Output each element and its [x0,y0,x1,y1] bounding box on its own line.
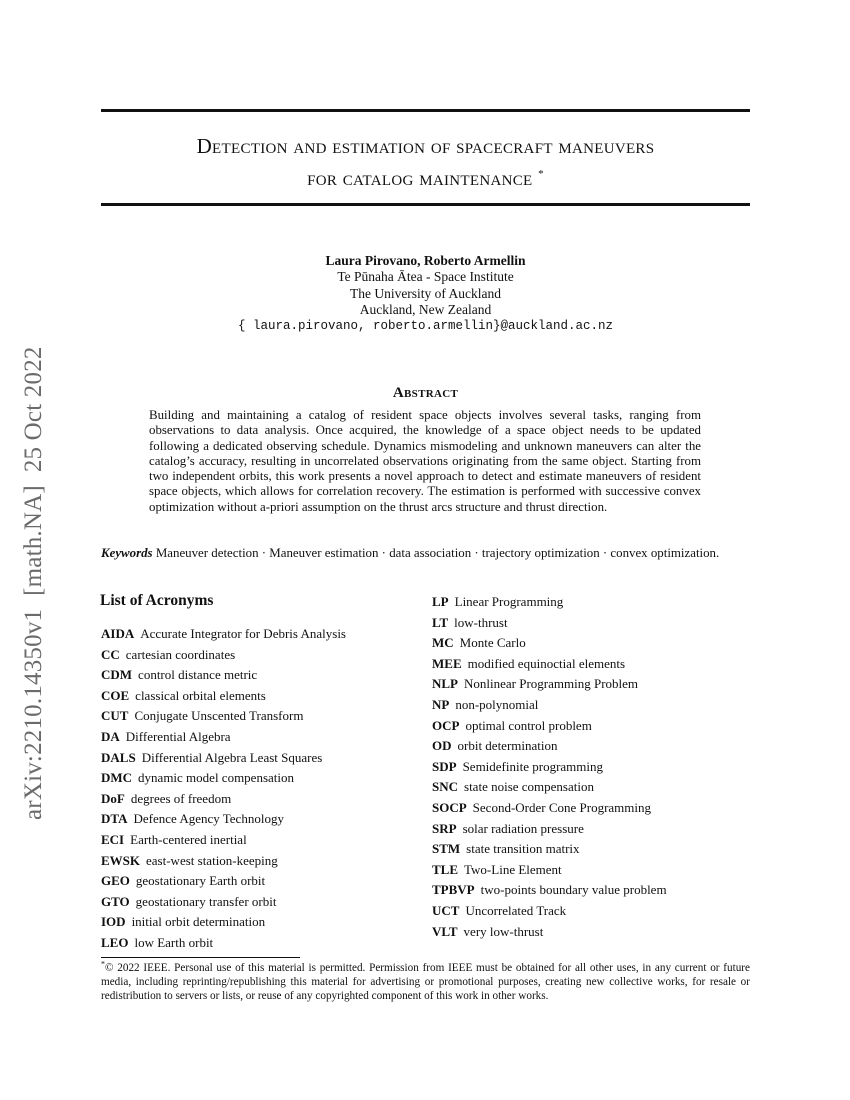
acronym-abbr: AIDA [101,626,135,641]
acronym-definition: low Earth orbit [134,934,214,950]
acronym-item [432,716,752,737]
acronym-abbr: LT [432,614,449,630]
acronym-definition: degrees of freedom [130,790,232,806]
footnote-mark: * [101,959,105,969]
acronym-definition: state transition matrix [466,841,580,857]
acronym-abbr: DTA [101,811,128,827]
abstract-text: Building and maintaining a catalog of resident space objects involves several tasks, ranging from observations to data analysis. Once acquired, the knowledge of a space object needs to be updated following a dedicated observing schedule. Dynamics mismodeling and unknown maneuvers can alter the catalog’s accuracy, resulting in uncorrelated observations originating from the same object. Starting from two independent orbits, this work presents a novel approach to detect and estimate maneuvers of resident space objects, which allows for correlation recovery. The estimation is performed with successive convex optimization without a-priori assumption on the thrust arcs structure and thrust direction. [149,408,701,514]
acronym-item [101,830,411,851]
acronym-item [101,851,411,872]
acronym-abbr: VLT [432,923,458,939]
author-institute: Te Pūnaha Ātea - Space Institute [337,269,514,285]
acronym-definition: initial orbit determination [131,914,266,930]
acronym-abbr: NP [432,696,450,712]
acronym-definition: Two-Line Element [464,861,562,877]
acronym-abbr: EWSK [101,852,141,868]
author-email[interactable]: { laura.pirovano, roberto.armellin}@auckland.ac.nz [237,319,614,334]
acronym-item [432,819,752,840]
acronym-definition: optimal control problem [465,717,592,733]
acronym-abbr: CUT [101,708,129,724]
keywords-text: Maneuver detection · Maneuver estimation · data association · trajectory optimization · convex optimization. [155,546,720,560]
acronym-definition: Second-Order Cone Programming [472,799,652,815]
acronym-item [432,633,752,654]
acronym-definition: Differential Algebra Least Squares [141,749,323,765]
title-line-1: Detection and estimation of spacecraft maneuvers [196,134,655,158]
acronym-item [432,592,752,613]
acronym-item [101,871,411,892]
title-line-2-text: for catalog maintenance [307,166,533,190]
acronym-abbr: SNC [432,779,459,795]
acronym-item [101,727,411,748]
acronym-item [432,901,752,922]
acronym-definition: orbit determination [457,738,558,754]
acronym-definition: east-west station-keeping [146,852,278,868]
acronym-item [432,922,752,943]
acronym-abbr: UCT [432,902,460,918]
title-rule-top [101,109,750,112]
footnote-text: © 2022 IEEE. Personal use of this material is permitted. Permission from IEEE must be obtained for all other uses, in any current or future media, including reprinting/republishing this material for advertising or promotional purposes, creating new collective works, for resale or redistribution to servers or lists, or reuse of any copyrighted component of this work in other works. [101,962,750,1003]
acronym-abbr: MC [432,635,454,651]
acronym-definition: two-points boundary value problem [480,882,667,898]
acronym-item [432,736,752,757]
acronym-abbr: DoF [101,790,125,806]
acronym-item [432,757,752,778]
acronym-item [432,613,752,634]
acronym-item [432,674,752,695]
acronym-abbr: COE [101,687,130,703]
acronym-definition: Defence Agency Technology [133,811,284,827]
acronym-item [101,912,411,933]
acronym-definition: Conjugate Unscented Transform [134,708,304,724]
acronym-abbr: DMC [101,770,133,786]
footnote-rule [101,957,300,958]
acronym-item [432,798,752,819]
acronym-abbr: STM [432,841,461,857]
acronym-definition: Linear Programming [454,594,564,609]
acronym-item [432,654,752,675]
acronym-item [101,748,411,769]
acronym-definition: non-polynomial [455,696,539,712]
acronym-list-left [101,624,411,954]
acronym-definition: low-thrust [454,614,508,630]
acronym-abbr: LEO [101,934,129,950]
acronym-item [432,880,752,901]
acronym-definition: Semidefinite programming [462,758,604,774]
acronym-abbr: OCP [432,717,460,733]
acronym-abbr: DA [101,728,120,744]
acronym-definition: Earth-centered inertial [130,831,247,847]
acronym-item [432,839,752,860]
acronym-definition: Uncorrelated Track [465,902,567,918]
acronym-abbr: CC [101,646,120,662]
acronym-definition: very low-thrust [463,923,544,939]
acronym-abbr: SRP [432,820,457,836]
acronym-item [101,809,411,830]
acronym-definition: Differential Algebra [125,728,231,744]
arxiv-identifier: arXiv:2210.14350v1 [math.NA] 25 Oct 2022 [20,346,47,820]
title-line-2 [101,160,750,192]
acronym-abbr: GTO [101,893,130,909]
acronym-abbr: SOCP [432,799,467,815]
acronyms-heading: List of Acronyms [100,592,214,609]
acronym-abbr: OD [432,738,452,754]
acronym-item [101,706,411,727]
acronym-item [101,768,411,789]
acronym-item [101,933,411,954]
title-rule-bottom [101,203,750,206]
acronym-item [101,624,411,645]
author-location: Auckland, New Zealand [359,301,492,317]
acronym-abbr: IOD [101,914,126,930]
acronym-definition: classical orbital elements [135,687,266,703]
acronym-definition: geostationary transfer orbit [135,893,277,909]
acronym-item [432,777,752,798]
acronym-definition: solar radiation pressure [462,820,584,836]
acronym-definition: control distance metric [138,667,258,683]
acronym-definition: Nonlinear Programming Problem [464,676,639,692]
acronym-definition: state noise compensation [464,779,594,795]
acronym-item [101,789,411,810]
acronym-abbr: LP [432,594,449,609]
copyright-footnote [101,961,750,1003]
acronym-abbr: SDP [432,758,457,774]
acronym-item [101,665,411,686]
acronym-definition: dynamic model compensation [138,770,295,786]
acronym-definition: Monte Carlo [459,635,526,651]
acronym-abbr: NLP [432,676,458,692]
author-university: The University of Auckland [349,285,502,301]
acronym-abbr: GEO [101,873,130,889]
acronym-item [432,695,752,716]
acronym-definition: Accurate Integrator for Debris Analysis [140,626,346,641]
title-footnote-mark: * [538,168,544,180]
acronym-definition: modified equinoctial elements [467,655,626,671]
author-block [101,253,750,334]
acronym-item [101,645,411,666]
acronym-item [432,860,752,881]
acronym-abbr: ECI [101,831,125,847]
acronym-definition: cartesian coordinates [125,646,236,662]
acronym-abbr: DALS [101,749,136,765]
acronym-item [101,892,411,913]
acronym-list-right [432,592,752,942]
keywords [101,546,750,561]
acronym-abbr: CDM [101,667,133,683]
acronym-abbr: MEE [432,655,462,671]
acronym-abbr: TLE [432,861,459,877]
acronym-item [101,686,411,707]
abstract-heading: Abstract [392,385,459,401]
acronym-definition: geostationary Earth orbit [135,873,266,889]
paper-title [101,132,750,192]
keywords-label: Keywords [101,546,153,560]
acronym-abbr: TPBVP [432,882,475,898]
author-names: Laura Pirovano, Roberto Armellin [325,253,526,268]
